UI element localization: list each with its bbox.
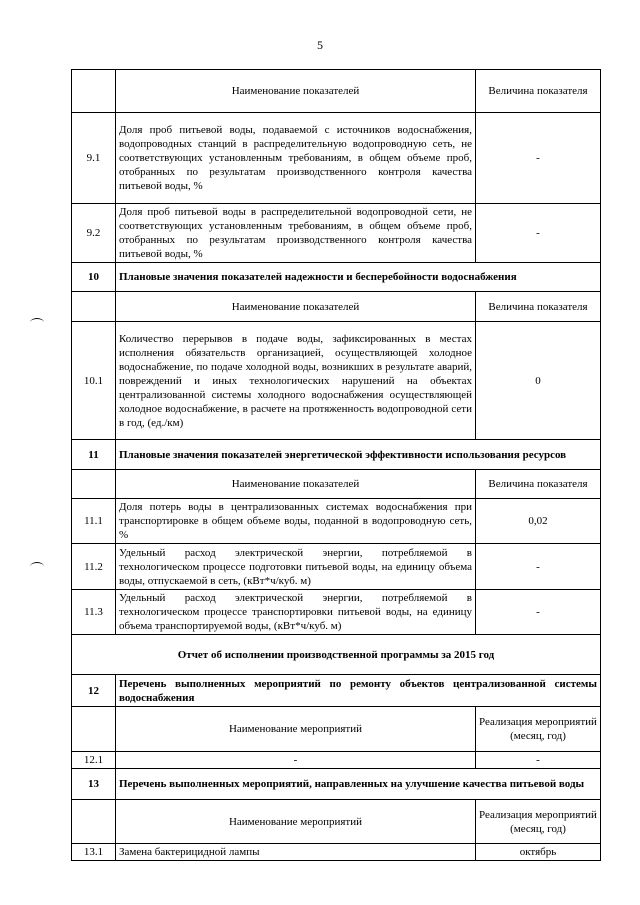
report-title: Отчет об исполнении производственной программы за 2015 год (72, 635, 601, 675)
indicator-name: Количество перерывов в подаче воды, зафиксированных в местах исполнения обязательств организацией, осуществляющей холодное водоснабжение, по подаче холодной воды, возникших в результате аварий, повреждений и иных технологических нарушений на объектах централизованной системы холодного водоснабжения осуществляющей холодное водоснабжение, в расчете на протяженность водопроводной сети в год, (ед./км) (116, 322, 476, 440)
blank-cell (72, 800, 116, 844)
section-row (72, 675, 601, 707)
table-row (72, 113, 601, 204)
column-header-indicators: Наименование показателей (116, 70, 476, 113)
indicator-name: Доля потерь воды в централизованных системах водоснабжения при транспортировке в общем объеме воды, поданной в водопроводную сеть, % (116, 499, 476, 544)
column-header-value: Величина показателя (476, 292, 601, 322)
table-header-row (72, 707, 601, 752)
row-number: 11.1 (72, 499, 116, 544)
indicator-name: Удельный расход электрической энергии, потребляемой в технологическом процессе подготовки питьевой воды, на единицу объема воды, отпускаемой в сеть, (кВт*ч/куб. м) (116, 544, 476, 590)
section-number: 12 (72, 675, 116, 707)
section-number: 10 (72, 263, 116, 292)
section-title: Перечень выполненных мероприятий по ремонту объектов централизованной системы водоснабжения (116, 675, 601, 707)
row-number: 9.1 (72, 113, 116, 204)
indicator-value: 0,02 (476, 499, 601, 544)
indicator-name: Доля проб питьевой воды, подаваемой с источников водоснабжения, водопроводных станций в распределительную водопроводную сеть, не соответствующих установленным требованиям, в общем объеме проб, отобранных по результатам производственного контроля качества питьевой воды, % (116, 113, 476, 204)
table-row (72, 322, 601, 440)
row-number: 9.2 (72, 204, 116, 263)
indicator-value: 0 (476, 322, 601, 440)
column-header-indicators: Наименование показателей (116, 470, 476, 499)
indicator-name: Удельный расход электрической энергии, потребляемой в технологическом процессе транспортировки питьевой воды, на единицу объема транспортируемой воды, (кВт*ч/куб. м) (116, 590, 476, 635)
table-header-row (72, 470, 601, 499)
indicator-value: - (476, 590, 601, 635)
activity-name: - (116, 752, 476, 769)
section-title: Плановые значения показателей энергетической эффективности использования ресурсов (116, 440, 601, 470)
row-number: 12.1 (72, 752, 116, 769)
column-header-realization: Реализация мероприятий (месяц, год) (476, 800, 601, 844)
indicator-value: - (476, 113, 601, 204)
indicator-value: - (476, 204, 601, 263)
row-number: 10.1 (72, 322, 116, 440)
row-number: 11.3 (72, 590, 116, 635)
indicators-table (71, 69, 601, 861)
section-number: 13 (72, 769, 116, 800)
activity-realization: - (476, 752, 601, 769)
blank-cell (72, 292, 116, 322)
section-title: Плановые значения показателей надежности и бесперебойности водоснабжения (116, 263, 601, 292)
column-header-activities: Наименование мероприятий (116, 707, 476, 752)
row-number: 13.1 (72, 844, 116, 861)
section-row (72, 263, 601, 292)
row-number: 11.2 (72, 544, 116, 590)
table-row (72, 844, 601, 861)
table-header-row (72, 70, 601, 113)
blank-cell (72, 470, 116, 499)
column-header-indicators: Наименование показателей (116, 292, 476, 322)
margin-mark (30, 562, 44, 571)
section-number: 11 (72, 440, 116, 470)
table-header-row (72, 292, 601, 322)
indicator-name: Доля проб питьевой воды в распределительной водопроводной сети, не соответствующих установленным требованиям, в общем объеме проб, отобранных по результатам производственного контроля качества питьевой воды, % (116, 204, 476, 263)
section-row (72, 769, 601, 800)
column-header-value: Величина показателя (476, 70, 601, 113)
blank-cell (72, 70, 116, 113)
blank-cell (72, 707, 116, 752)
column-header-value: Величина показателя (476, 470, 601, 499)
table-row (72, 590, 601, 635)
report-heading-row (72, 635, 601, 675)
section-title: Перечень выполненных мероприятий, направленных на улучшение качества питьевой воды (116, 769, 601, 800)
section-row (72, 440, 601, 470)
table-row (72, 204, 601, 263)
table-header-row (72, 800, 601, 844)
page-number: 5 (317, 38, 323, 52)
column-header-realization: Реализация мероприятий (месяц, год) (476, 707, 601, 752)
margin-mark (30, 318, 44, 327)
activity-name: Замена бактерицидной лампы (116, 844, 476, 861)
table-row (72, 499, 601, 544)
activity-realization: октябрь (476, 844, 601, 861)
indicator-value: - (476, 544, 601, 590)
column-header-activities: Наименование мероприятий (116, 800, 476, 844)
table-row (72, 752, 601, 769)
table-row (72, 544, 601, 590)
